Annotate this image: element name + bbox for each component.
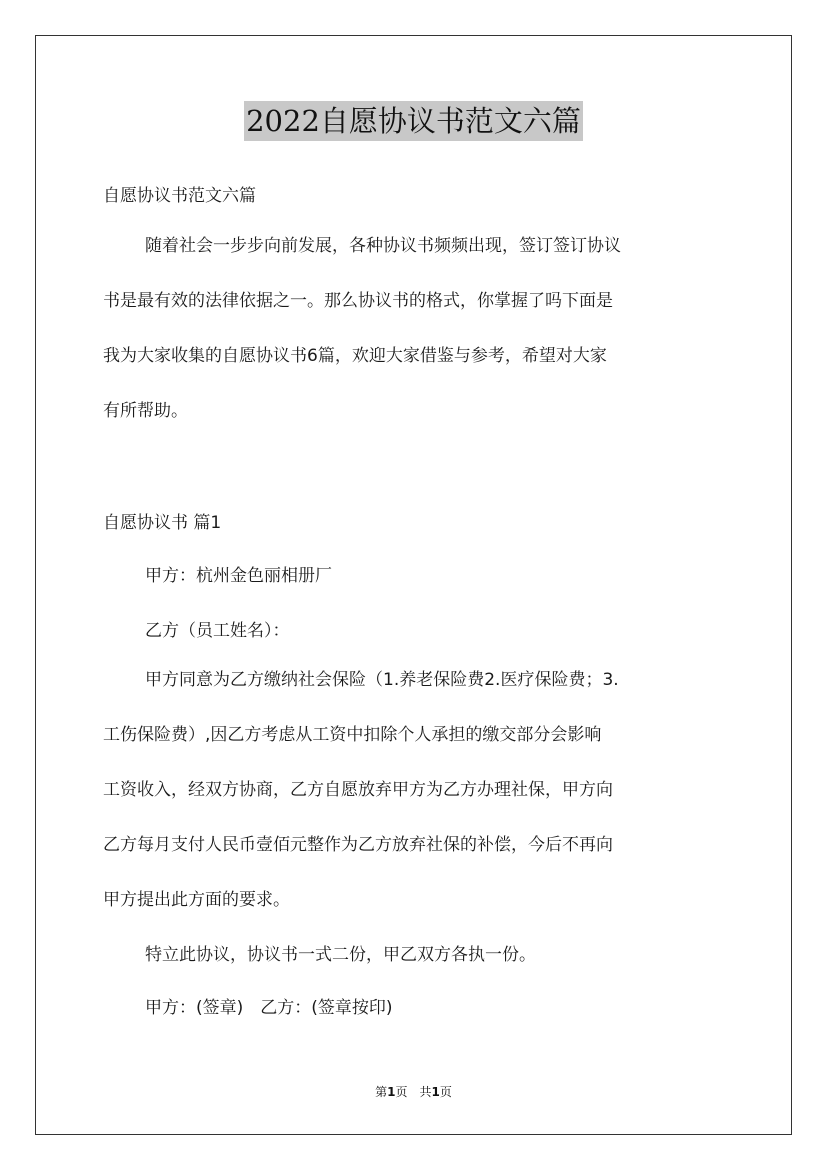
body-line: 工伤保险费）,因乙方考虑从工资中扣除个人承担的缴交部分会影响 (103, 725, 602, 745)
agreement-body (103, 653, 733, 928)
document-title: 2022自愿协议书范文六篇 (244, 101, 583, 141)
page-current: 1 (387, 1085, 396, 1099)
footer-suffix: 页 (439, 1085, 452, 1099)
body-line: 甲方同意为乙方缴纳社会保险（1.养老保险费2.医疗保险费；3. (145, 670, 619, 690)
page-footer (0, 1083, 827, 1100)
party-b-line: 乙方（员工姓名）： (145, 621, 290, 641)
footer-mid: 页 共 (395, 1085, 432, 1099)
intro-line: 书是最有效的法律依据之一。那么协议书的格式，你掌握了吗下面是 (103, 291, 613, 311)
document-subtitle: 自愿协议书范文六篇 (103, 186, 256, 206)
party-a-line: 甲方：杭州金色丽相册厂 (145, 566, 332, 586)
page-total: 1 (431, 1085, 440, 1099)
signature-line: 甲方：(签章) 乙方：(签章按印) (145, 998, 393, 1018)
intro-line: 随着社会一步步向前发展，各种协议书频频出现，签订签订协议 (145, 236, 621, 256)
footer-prefix: 第 (375, 1085, 388, 1099)
title-container (0, 101, 827, 141)
body-line: 乙方每月支付人民币壹佰元整作为乙方放弃社保的补偿，今后不再向 (103, 835, 613, 855)
body-line: 甲方提出此方面的要求。 (103, 890, 290, 910)
intro-paragraph (103, 219, 733, 439)
intro-line: 我为大家收集的自愿协议书6篇，欢迎大家借鉴与参考，希望对大家 (103, 346, 607, 366)
body-line: 工资收入，经双方协商，乙方自愿放弃甲方为乙方办理社保，甲方向 (103, 780, 613, 800)
copies-line: 特立此协议，协议书一式二份，甲乙双方各执一份。 (145, 945, 536, 965)
intro-line: 有所帮助。 (103, 401, 188, 421)
section-heading: 自愿协议书 篇1 (103, 513, 222, 533)
